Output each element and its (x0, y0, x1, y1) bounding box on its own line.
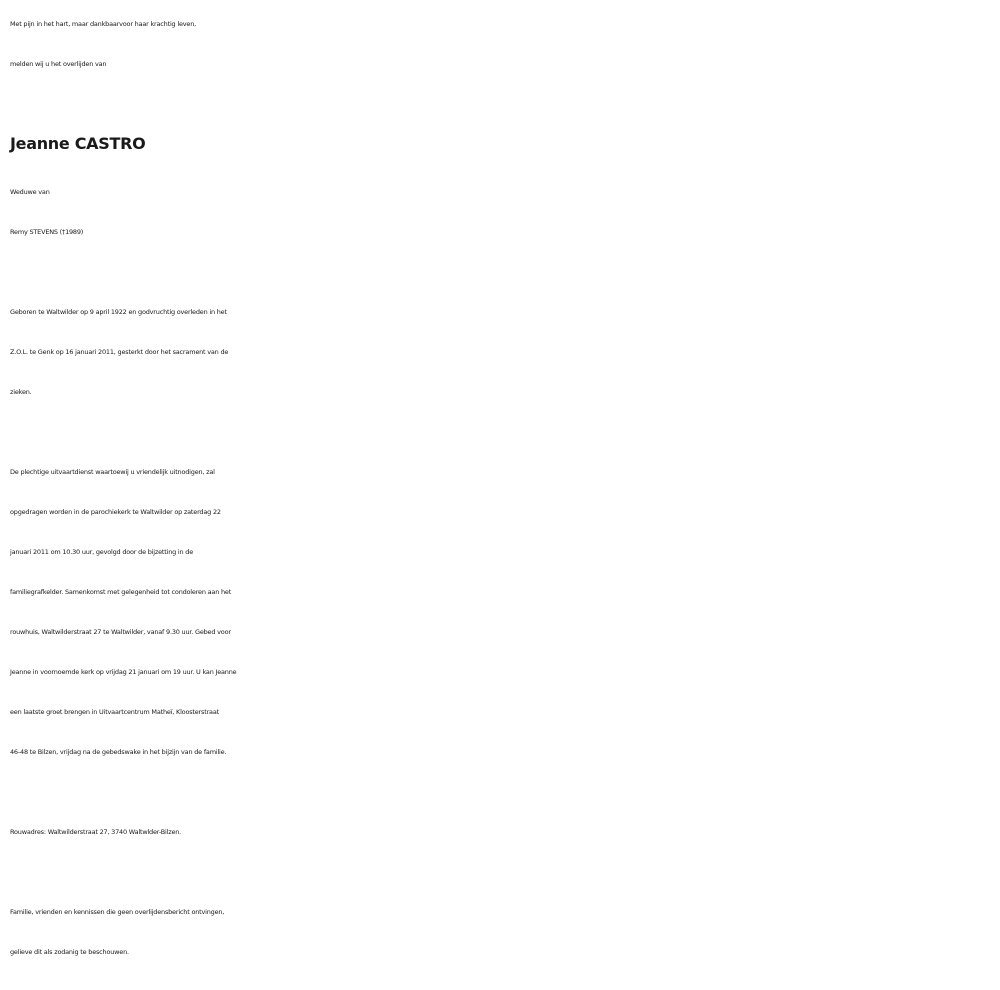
paragraph-line: familiegrafkelder. Samenkomst met gelegenheid tot condoleren aan het (10, 588, 232, 596)
funeral-paragraph (10, 452, 990, 772)
paragraph-line: Familie, vrienden en kennissen die geen overlijdensbericht ontvingen, (10, 908, 225, 916)
paragraph-line: januari 2011 om 10.30 uur, gevolgd door de bijzetting in de (10, 548, 194, 556)
paragraph-line: De plechtige uitvaartdienst waartoewij u vriendelijk uitnodigen, zal (10, 468, 215, 476)
spouse-name: Remy STEVENS (†1989) (10, 228, 84, 236)
deceased-name: Jeanne CASTRO (10, 134, 146, 153)
widow-of-block (10, 172, 990, 252)
paragraph-line: Z.O.L. te Genk op 16 januari 2011, gesterkt door het sacrament van de (10, 348, 229, 356)
paragraph-line: een laatste groet brengen in Uitvaartcentrum Matheï, Kloosterstraat (10, 708, 219, 716)
paragraph-line: Geboren te Waltwilder op 9 april 1922 en godvruchtig overleden in het (10, 308, 227, 316)
paragraph-line: rouwhuis, Waltwilderstraat 27 te Waltwilder, vanaf 9.30 uur. Gebed voor (10, 628, 231, 636)
intro-paragraph (10, 4, 990, 84)
paragraph-gap (10, 852, 990, 892)
mourning-address: Rouwadres: Waltwilderstraat 27, 3740 Waltwlder-Bilzen. (10, 828, 182, 836)
paragraph-line: 46-48 te Bilzen, vrijdag na de gebedswake in het bijzijn van de familie. (10, 748, 227, 756)
widow-of-label: Weduwe van (10, 188, 50, 196)
paragraph-gap (10, 412, 990, 452)
intro-line: melden wij u het overlijden van (10, 60, 107, 68)
paragraph-line: zieken. (10, 388, 32, 396)
paragraph-line: Jeanne in voornoemde kerk op vrijdag 21 januari om 19 uur. U kan Jeanne (10, 668, 237, 676)
death-notice (10, 4, 990, 972)
paragraph-gap (10, 772, 990, 812)
closing-paragraph (10, 892, 990, 972)
paragraph-line: gelieve dit als zodanig te beschouwen. (10, 948, 129, 956)
paragraph-line: opgedragen worden in de parochiekerk te Waltwilder op zaterdag 22 (10, 508, 221, 516)
intro-line: Met pijn in het hart, maar dankbaarvoor haar krachtig leven, (10, 20, 196, 28)
paragraph-gap (10, 252, 990, 292)
birth-death-paragraph (10, 292, 990, 412)
